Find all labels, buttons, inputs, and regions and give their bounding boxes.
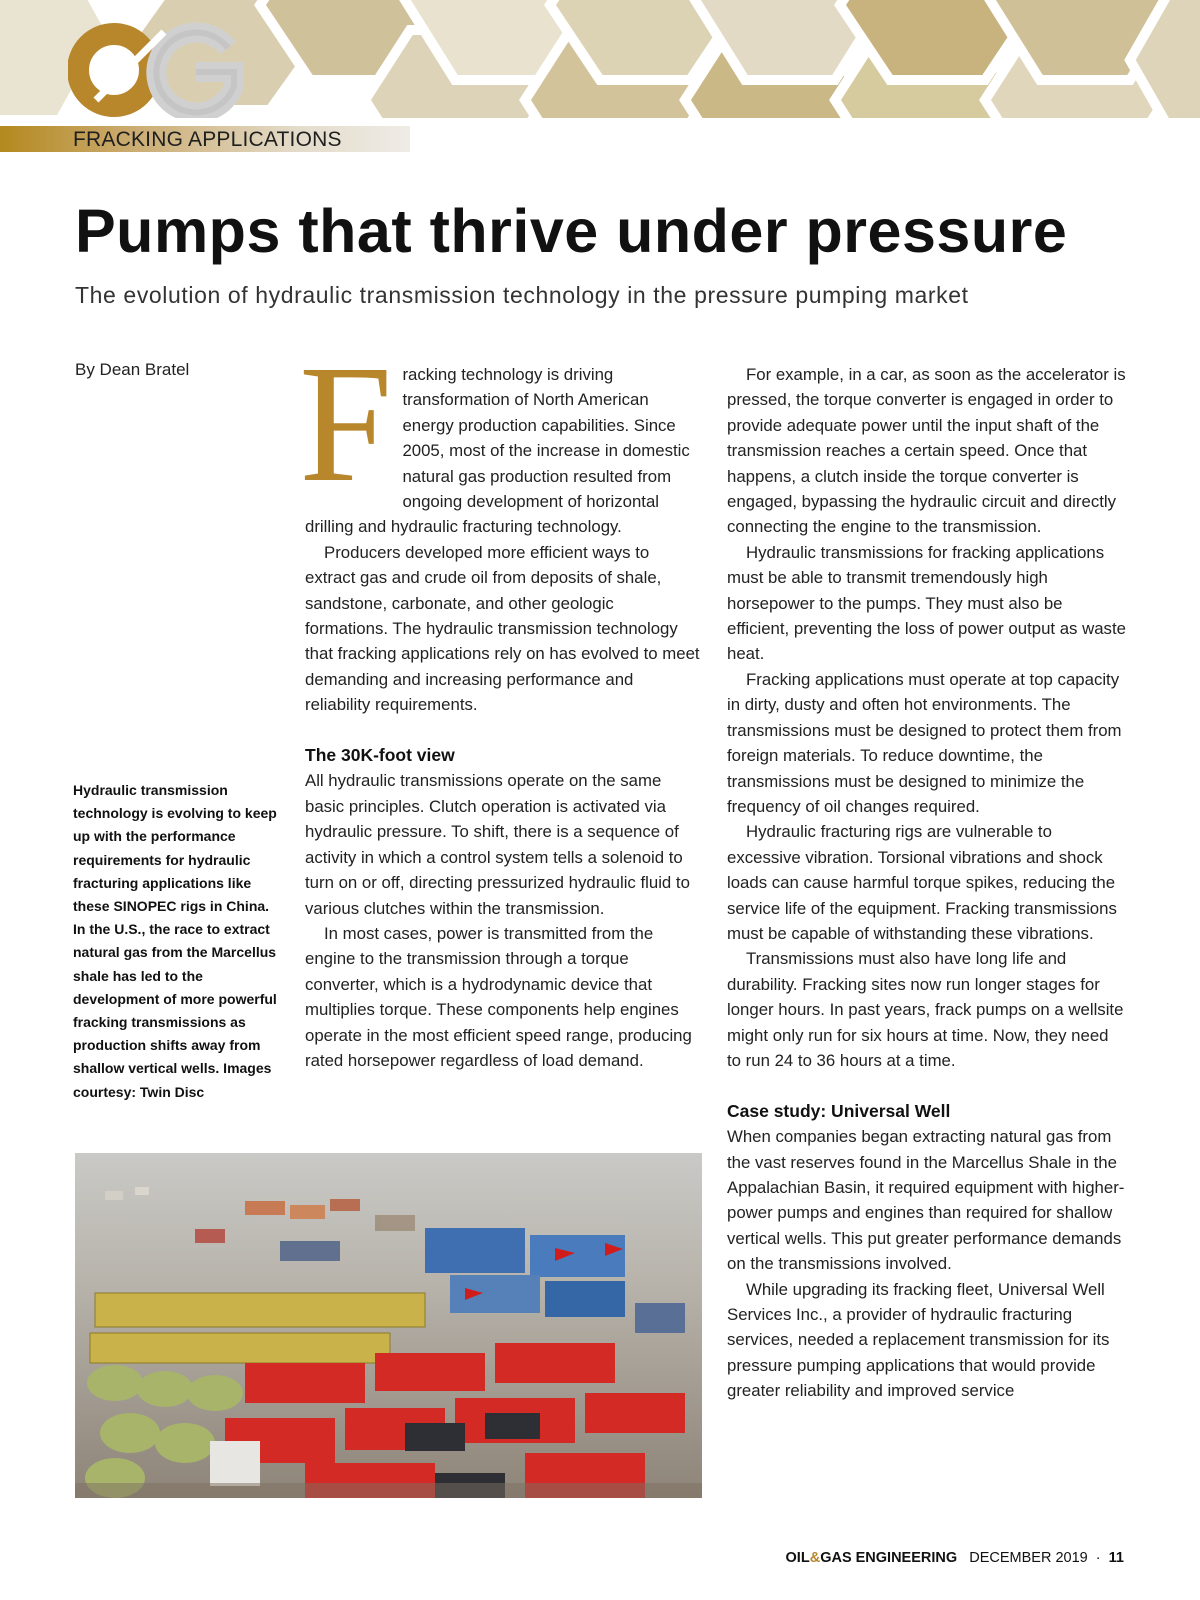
og-logo [68, 14, 248, 118]
article-column-2 [727, 362, 1127, 1404]
footer-separator: · [1095, 1550, 1101, 1566]
byline: By Dean Bratel [75, 360, 190, 379]
section-label: FRACKING APPLICATIONS [73, 128, 342, 151]
paragraph: All hydraulic transmissions operate on the same basic principles. Clutch operation is activated via hydraulic pressure. To shift, there is a sequence of activity in which a control system tells a solenoid to turn on or off, directing pressurized hydraulic fluid to various clutches within the transmission. [305, 771, 690, 918]
paragraph: In most cases, power is transmitted from the engine to the transmission through a torque converter, which is a hydrodynamic device that multiplies torque. These components help engines operate in the most efficient speed range, producing rated horsepower regardless of load demand. [305, 923, 692, 1070]
subheading-30k-view: The 30K-foot view [305, 745, 455, 766]
paragraph: Producers developed more efficient ways to extract gas and crude oil from deposits of shale, sandstone, carbonate, and other geologic formations. The hydraulic transmission technology that fracking applications rely on has evolved to meet demanding and increasing performance and reliability requirements. [305, 542, 700, 715]
publication-name: OIL&GAS ENGINEERING [785, 1550, 958, 1566]
paragraph: Fracking technology is driving transformation of North American energy production capabilities. Since 2005, most of the increase in domestic natural gas production resulted from ongoing development of horizontal drilling and hydraulic fracturing technology. [299, 331, 690, 537]
paragraph: For example, in a car, as soon as the accelerator is pressed, the torque converter is engaged in order to provide adequate power until the input shaft of the transmission reaches a certain speed. Once that happens, a clutch inside the torque converter is engaged, bypassing the hydraulic circuit and directly connecting the engine to the transmission. [727, 365, 1126, 537]
paragraph: Hydraulic fracturing rigs are vulnerable to excessive vibration. Torsional vibrations and shock loads can cause harmful torque spikes, reducing the service life of the equipment. Fracking transmissions must be capable of withstanding these vibrations. [727, 822, 1117, 943]
paragraph: While upgrading its fracking fleet, Universal Well Services Inc., a provider of hydraulic fracturing services, needed a replacement transmission for its pressure pumping applications that would provide greater reliability and improved service [727, 1279, 1110, 1401]
paragraph: When companies began extracting natural gas from the vast reserves found in the Marcellus Shale in the Appalachian Basin, it required equipment with higher-power pumps and engines than required for shallow vertical wells. This put greater performance demands on the transmissions involved. [727, 1127, 1125, 1274]
paragraph: Transmissions must also have long life and durability. Fracking sites now run longer stages for longer hours. In past years, frack pumps on a wellsite might only run for six hours at time. Now, they need to run 24 to 36 hours at a time. [727, 949, 1124, 1070]
article-subtitle: The evolution of hydraulic transmission technology in the pressure pumping market [75, 282, 969, 308]
paragraph: Hydraulic transmissions for fracking applications must be able to transmit tremendously high horsepower to the pumps. They must also be efficient, preventing the loss of power output as waste heat. [727, 542, 1126, 664]
article-column-1 [299, 331, 700, 1073]
page-number: 11 [1108, 1550, 1124, 1566]
article-title: Pumps that thrive under pressure [75, 197, 1068, 265]
paragraph: Fracking applications must operate at top capacity in dirty, dusty and often hot environments. The transmissions must be designed to protect them from foreign materials. To reduce downtime, the transmissions must be designed to minimize the frequency of oil changes required. [727, 669, 1122, 816]
drop-cap: F [299, 331, 393, 517]
page-footer [786, 1550, 1124, 1566]
subheading-case-study: Case study: Universal Well [727, 1100, 951, 1121]
fracking-site-photo [75, 1153, 702, 1498]
photo-caption: Hydraulic transmission technology is evolving to keep up with the performance requirements for hydraulic fracturing applications like these SINOPEC rigs in China. In the U.S., the race to extract natural gas from the Marcellus shale has led to the development of more powerful fracking transmissions as production shifts away from shallow vertical wells. Images courtesy: Twin Disc [73, 782, 277, 1100]
issue-date: DECEMBER 2019 [969, 1550, 1088, 1566]
